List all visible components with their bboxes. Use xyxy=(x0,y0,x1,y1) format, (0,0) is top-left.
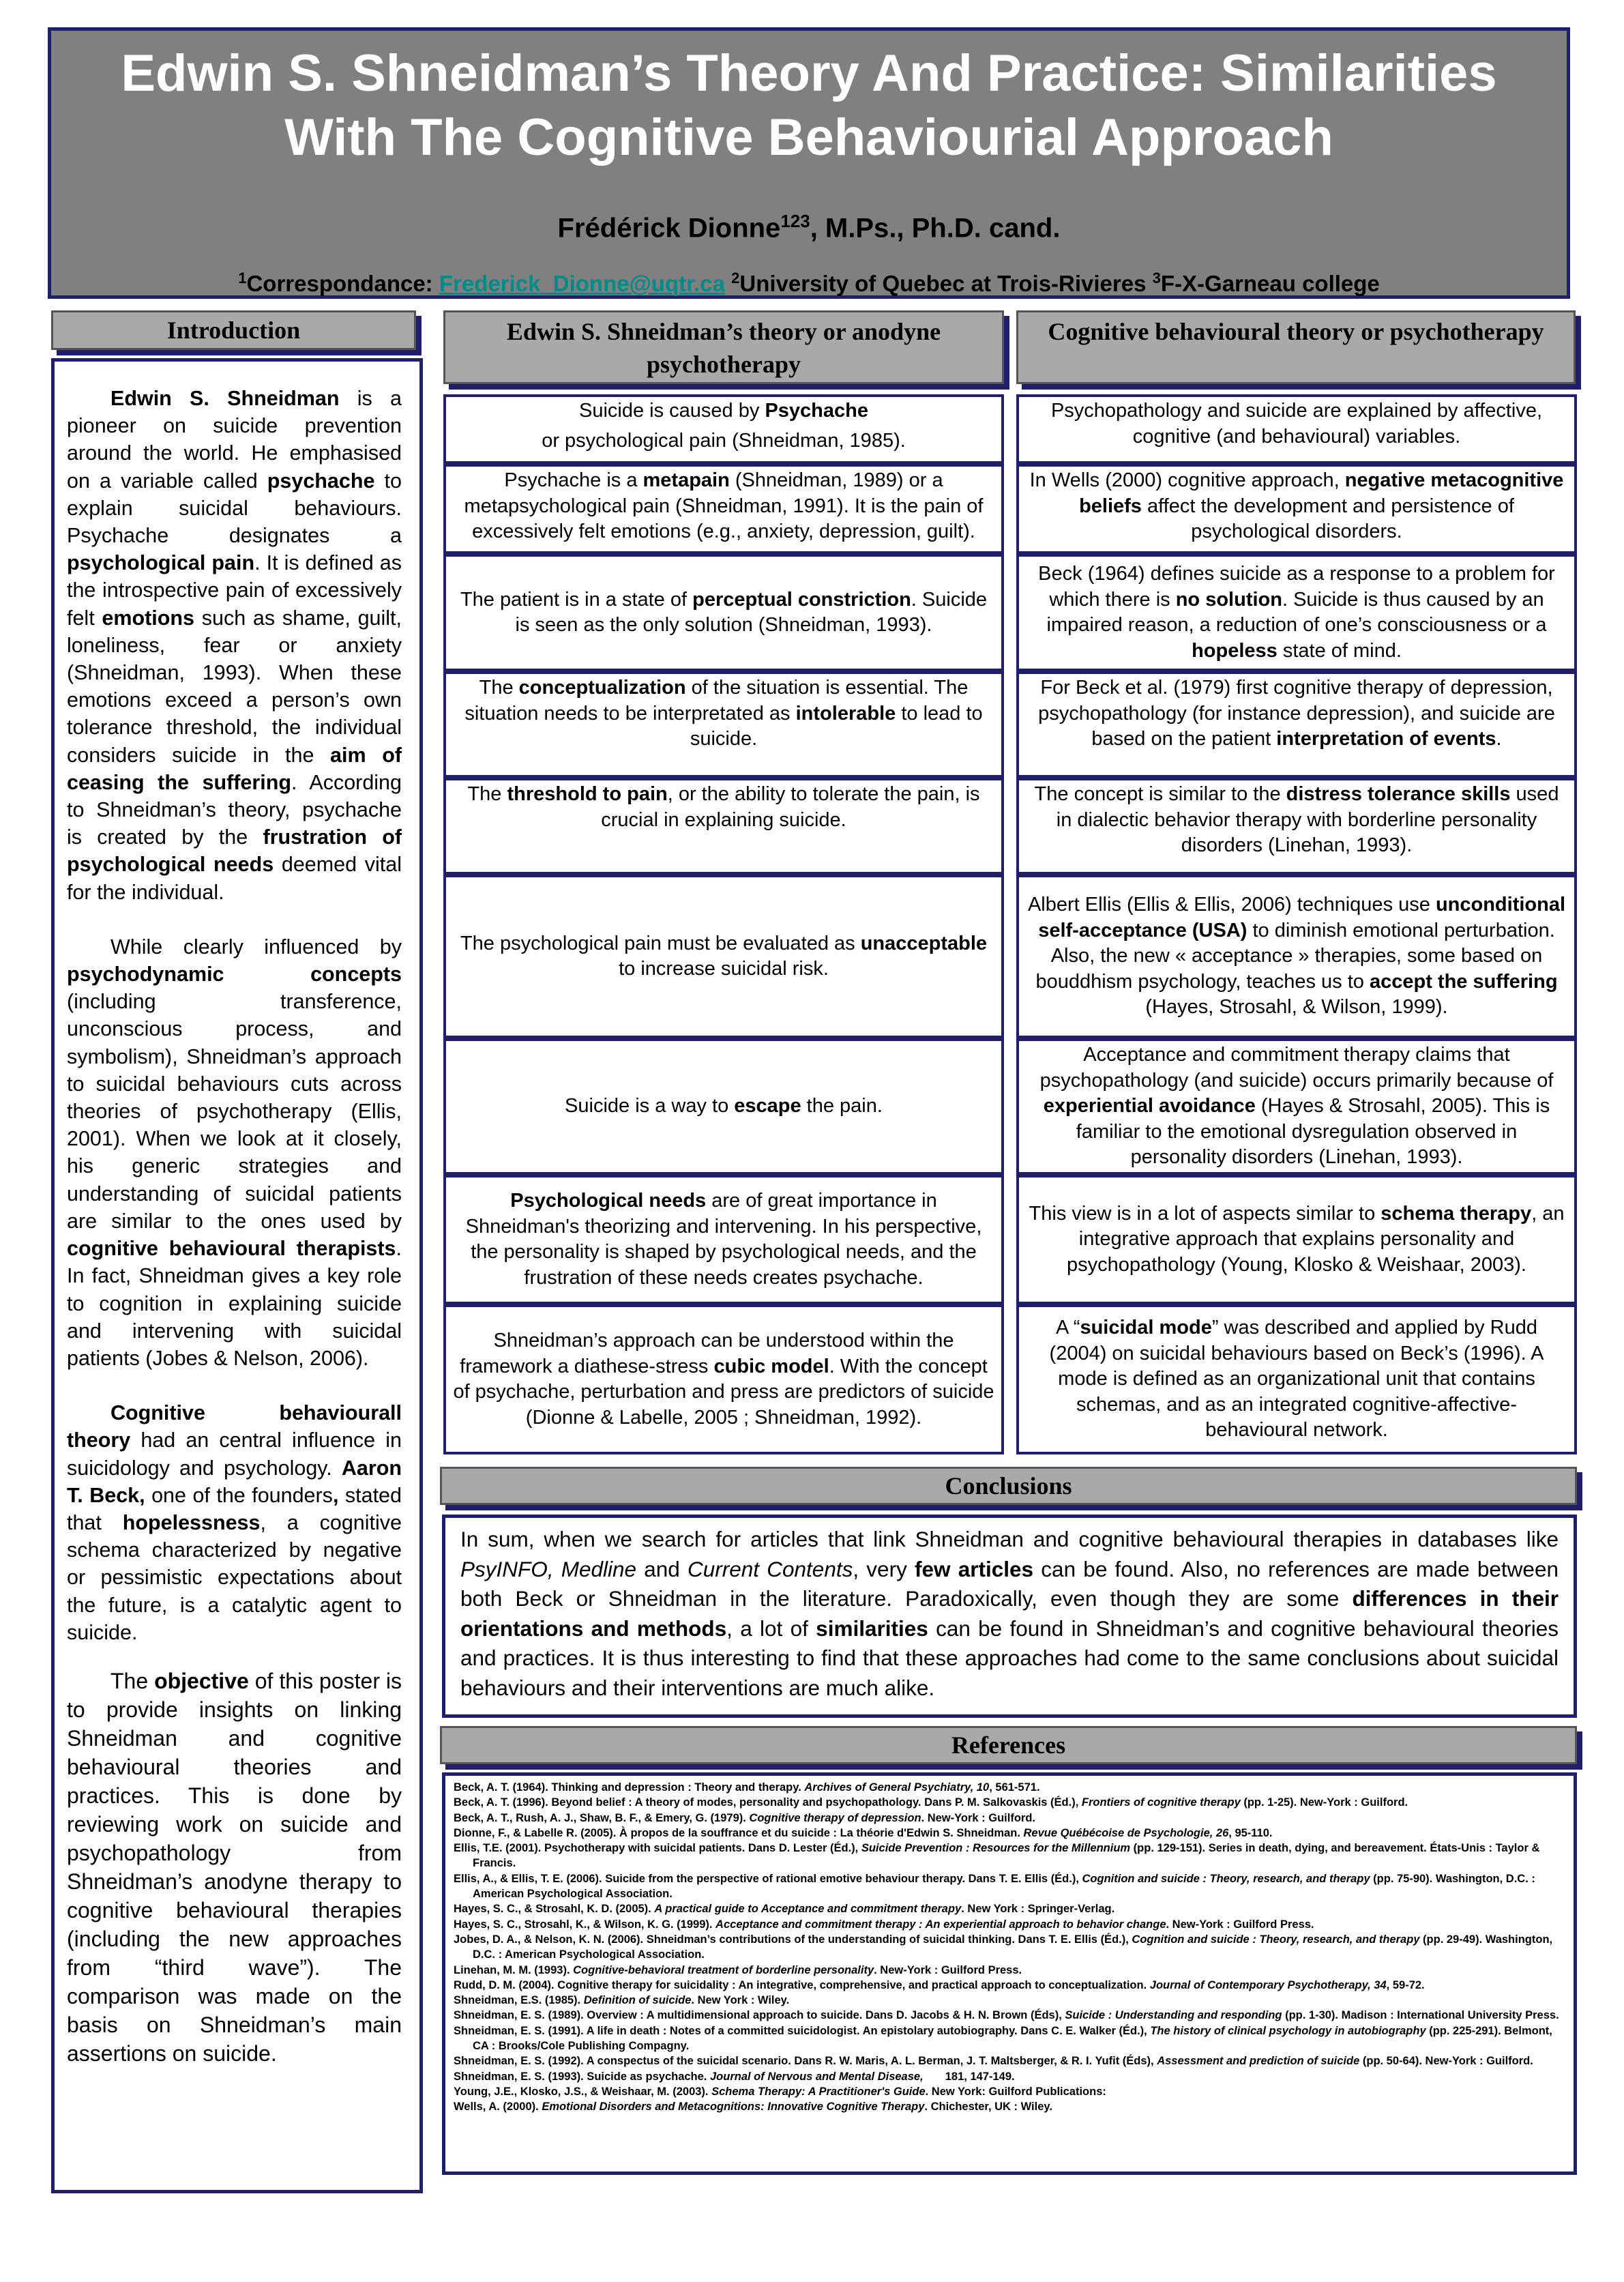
ref-italic: Archives of General Psychiatry, 10 xyxy=(804,1781,990,1794)
concl-text: , very xyxy=(853,1556,915,1581)
cell-text: Beck (1964) defines suicide as a response to a problem for which there is xyxy=(1038,563,1555,611)
ref-italic: Emotional Disorders and Metacognitions: Innovative Cognitive Therapy xyxy=(542,2101,925,2113)
cell-text: are of great importance in Shneidman's theorizing and intervening. In his perspective, the personality is shaped by psychological needs, and the frustration of these needs creates psychache. xyxy=(465,1190,982,1289)
intro-text: , a cognitive schema characterized by negative or pessimistic expectations about the future, is a catalytic agent to suicide. xyxy=(67,1510,402,1644)
author-name: Frédérick Dionne xyxy=(557,213,781,244)
ref-italic: Journal of Contemporary Psychotherapy, 34 xyxy=(1149,1978,1387,1991)
intro-bold: Aaron T. Beck, xyxy=(67,1456,402,1507)
cell-text: (Hayes, Strosahl, & Wilson, 1999). xyxy=(1145,996,1448,1019)
reference-item xyxy=(454,1811,1567,1826)
reference-item xyxy=(454,1871,1567,1902)
ref-italic: Cognition and suicide : Theory, research, and therapy xyxy=(1132,1933,1420,1946)
reference-item xyxy=(454,1826,1567,1841)
ref-italic: Revue Québécoise de Psychologie, 26 xyxy=(1023,1826,1229,1839)
cell-text: the pain. xyxy=(801,1095,883,1117)
concl-bold: differences in their orientations and methods xyxy=(460,1586,1559,1641)
intro-bold: hopelessness xyxy=(122,1510,261,1534)
cell-text: The psychological pain must be evaluated as xyxy=(460,932,861,954)
cell-text: . Suicide is thus caused by an impaired reason, a reduction of one’s consciousness or a xyxy=(1046,588,1547,636)
cbt-column-heading: Cognitive behavioural theory or psychotherapy xyxy=(1016,310,1576,384)
references-heading: References xyxy=(440,1726,1577,1764)
cell-text: or psychological pain (Shneidman, 1985). xyxy=(542,429,906,452)
reference-item xyxy=(454,1932,1567,1963)
intro-text: . It is defined as the introspective pain of excessively felt xyxy=(67,551,402,630)
intro-bold: emotions xyxy=(102,606,194,630)
concl-text: can be found in Shneidman’s and cognitive behavioural theories and practices. It is thus interesting to find that these approaches had come to the same conclusions about suicidal behaviours and their interventions are much alike. xyxy=(460,1615,1559,1700)
cell-text: to lead to suicide. xyxy=(690,702,983,750)
cell-text: Suicide is caused by xyxy=(579,400,765,422)
ref-text: , 95-110. xyxy=(1228,1826,1273,1839)
ref-italic: Suicide Prevention : Resources for the Millennium xyxy=(861,1842,1131,1855)
ref-text: . Chichester, UK : Wiley. xyxy=(924,2101,1052,2113)
cell-bold: no solution xyxy=(1175,588,1282,611)
ref-text: Beck, A. T., Rush, A. J., Shaw, B. F., & Emery, G. (1979). xyxy=(454,1811,750,1824)
cell-bold: Psychache xyxy=(765,400,868,422)
conclusions-heading: Conclusions xyxy=(440,1467,1577,1505)
concl-text: can be found. Also, no references are made between both Beck or Shneidman in the literature. Paradoxically, even though they are some xyxy=(460,1556,1559,1611)
cell-text: Psychopathology and suicide are explained by affective, cognitive (and behavioural) variables. xyxy=(1050,400,1543,448)
ref-italic: The history of clinical psychology in autobiography xyxy=(1150,2024,1426,2037)
cell-bold: conceptualization xyxy=(518,677,686,699)
ref-text: . New York: Guilford Publications: xyxy=(925,2085,1106,2098)
affil-sup-1: 1 xyxy=(238,269,247,287)
reference-item xyxy=(454,1917,1567,1932)
shneidman-column-heading: Edwin S. Shneidman’s theory or anodyne psychotherapy xyxy=(443,310,1004,384)
ref-text: Young, J.E., Klosko, J.S., & Weishaar, M. (2003). xyxy=(454,2085,712,2098)
intro-bold: psychache xyxy=(267,469,375,493)
intro-text: to explain suicidal behaviours. Psychache designates a xyxy=(67,469,402,548)
reference-item xyxy=(454,2084,1567,2099)
cell-text: state of mind. xyxy=(1277,639,1402,662)
cell-text: The patient is in a state of xyxy=(460,588,693,611)
ref-italic: Acceptance and commitment therapy : An experiential approach to behavior change xyxy=(715,1918,1166,1931)
intro-text: (including transference, unconscious process, and symbolism), Shneidman’s approach to suicidal behaviours cuts across theories of psychotherapy (Ellis, 2001). When we look at it closely, his generic strategies and understanding of suicidal patients are similar to the ones used by xyxy=(67,990,402,1233)
ref-text: Linehan, M. M. (1993). xyxy=(454,1963,574,1976)
ref-text: , 59-72. xyxy=(1386,1978,1425,1991)
intro-bold: cognitive behavioural therapists xyxy=(67,1237,396,1261)
shneidman-cell-3 xyxy=(443,554,1004,671)
cell-bold: threshold to pain xyxy=(507,783,668,805)
reference-item xyxy=(454,1901,1567,1916)
cell-bold: Psychological needs xyxy=(510,1190,707,1212)
ref-text: . New-York : Guilford. xyxy=(921,1811,1035,1824)
ref-text: . New York : Springer-Verlag. xyxy=(961,1903,1115,1916)
cell-text: The xyxy=(467,783,507,805)
ref-text: . New York : Wiley. xyxy=(691,1994,790,2007)
cell-text: . xyxy=(1496,728,1502,750)
shneidman-cell-9 xyxy=(443,1304,1004,1454)
ref-italic: Assessment and prediction of suicide xyxy=(1157,2055,1360,2068)
ref-italic: Suicide : Understanding and responding xyxy=(1065,2009,1282,2022)
intro-paragraph-4 xyxy=(67,1667,402,2068)
affiliation-line xyxy=(51,269,1567,297)
ref-text: Beck, A. T. (1964). Thinking and depression : Theory and therapy. xyxy=(454,1781,805,1794)
reference-item xyxy=(454,2099,1567,2114)
ref-text: Beck, A. T. (1996). Beyond belief : A theory of modes, personality and psychopathology. Dans P. M. Salkovaskis (Éd.), xyxy=(454,1796,1082,1809)
author-affil-numbers: 123 xyxy=(780,211,810,231)
college-affiliation: F-X-Garneau college xyxy=(1160,271,1380,297)
ref-text: Hayes, S. C., Strosahl, K., & Wilson, K. G. (1999). xyxy=(454,1918,716,1931)
cell-bold: cubic model xyxy=(713,1355,829,1377)
cbt-cell-2 xyxy=(1016,464,1577,554)
intro-bold: psychodynamic concepts xyxy=(67,963,402,986)
ref-italic: Cognition and suicide : Theory, research, and therapy xyxy=(1082,1872,1370,1885)
cell-text: Psychache is a xyxy=(504,469,643,491)
intro-paragraph-1 xyxy=(67,385,402,906)
intro-bold: , xyxy=(332,1483,339,1507)
ref-text: Ellis, A., & Ellis, T. E. (2006). Suicide from the perspective of rational emotive behaviour therapy. Dans T. E. Ellis (Éd.), xyxy=(454,1872,1082,1885)
cell-bold: suicidal mode xyxy=(1080,1317,1212,1339)
ref-text: (pp. 50-64). New-York : Guilford. xyxy=(1359,2055,1533,2068)
intro-bold: frustration of psychological needs xyxy=(67,825,402,877)
ref-text: Ellis, T.E. (2001). Psychotherapy with suicidal patients. Dans D. Lester (Éd.), xyxy=(454,1842,861,1855)
intro-text: such as shame, guilt, loneliness, fear or anxiety (Shneidman, 1993). When these emotions exceed a person’s own tolerance threshold, the individual considers suicide in the xyxy=(67,606,402,767)
cell-text: A “ xyxy=(1055,1317,1080,1339)
intro-text: . According to Shneidman’s theory, psychache is created by the xyxy=(67,770,402,849)
poster-header xyxy=(48,27,1570,299)
cell-text: (Hayes & Strosahl, 2005). This is familiar to the emotional dysregulation observed in personality disorders (Linehan, 1993). xyxy=(1076,1095,1550,1169)
ref-text: Jobes, D. A., & Nelson, K. N. (2006). Shneidman’s contributions of the understanding of suicidal thinking. Dans T. E. Ellis (Éd.), xyxy=(454,1933,1132,1946)
author-degrees: , M.Ps., Ph.D. cand. xyxy=(810,213,1061,244)
cell-text: . Suicide is seen as the only solution (Shneidman, 1993). xyxy=(515,588,988,636)
affil-sup-3: 3 xyxy=(1152,269,1161,287)
intro-text: The xyxy=(110,1668,155,1693)
cbt-cell-6 xyxy=(1016,875,1577,1038)
shneidman-cell-8 xyxy=(443,1175,1004,1304)
reference-item xyxy=(454,2069,1567,2084)
reference-item xyxy=(454,1993,1567,2008)
ref-italic: A practical guide to Acceptance and commitment therapy xyxy=(654,1903,962,1916)
cell-text: , or the ability to tolerate the pain, is crucial in explaining suicide. xyxy=(601,783,980,831)
cell-bold: unacceptable xyxy=(860,932,988,954)
introduction-box xyxy=(51,358,423,2193)
cell-text: (Shneidman, 1989) or a metapsychological pain (Shneidman, 1991). It is the pain of excessively felt emotions (e.g., anxiety, depression, guilt). xyxy=(464,469,984,542)
concl-text: , a lot of xyxy=(726,1615,816,1641)
cell-bold: metapain xyxy=(643,469,730,491)
cell-text: Albert Ellis (Ellis & Ellis, 2006) techniques use xyxy=(1027,894,1436,916)
cell-text: The concept is similar to the xyxy=(1034,783,1286,805)
ref-text: Shneidman, E. S. (1992). A conspectus of the suicidal scenario. Dans R. W. Maris, A. L. Berman, J. T. Maltsberger, & R. I. Yufit (Éds), xyxy=(454,2055,1157,2068)
ref-text: (pp. 1-30). Madison : International University Press. xyxy=(1282,2009,1559,2022)
email-link[interactable]: Frederick_Dionne@uqtr.ca xyxy=(439,271,725,297)
ref-text: 181, 147-149. xyxy=(923,2070,1015,2083)
intro-text: stated that xyxy=(67,1483,402,1534)
cell-bold: perceptual constriction xyxy=(692,588,911,611)
concl-bold: similarities xyxy=(816,1615,928,1641)
cell-bold: accept the suffering xyxy=(1369,970,1558,993)
ref-text: Hayes, S. C., & Strosahl, K. D. (2005). xyxy=(454,1903,655,1916)
cbt-cell-7 xyxy=(1016,1038,1577,1175)
shneidman-cell-2 xyxy=(443,464,1004,554)
intro-text: is a pioneer on suicide prevention around the world. He emphasised on a variable called xyxy=(67,387,402,493)
cell-text: The xyxy=(479,677,519,699)
intro-bold: psychological pain xyxy=(67,551,255,575)
cell-text: . With the concept of psychache, perturbation and press are predictors of suicide (Dionne & Labelle, 2005 ; Shneidman, 1992). xyxy=(453,1355,994,1429)
cell-text: affect the development and persistence of psychological disorders. xyxy=(1141,495,1514,542)
cell-text: , an integrative approach that explains personality and psychopathology (Young, Klosko & Weishaar, 2003). xyxy=(1067,1202,1565,1276)
cell-bold: hopeless xyxy=(1192,639,1278,662)
ref-text: (pp. 29-49). Washington, D.C. : American Psychological Association. xyxy=(473,1933,1553,1961)
intro-text: of this poster is to provide insights on linking Shneidman and cognitive behavioural theories and practices. This is done by reviewing work on suicide and psychopathology from Shneidman’s anodyne therapy to cognitive behavioural therapies (including the new approaches from “third wave”). The comparison was made on the basis on Shneidman’s main assertions on suicide. xyxy=(67,1668,402,2066)
shneidman-cell-7 xyxy=(443,1038,1004,1175)
ref-text: (pp. 1-25). New-York : Guilford. xyxy=(1240,1796,1408,1809)
ref-text: Wells, A. (2000). xyxy=(454,2101,542,2113)
ref-text: (pp. 129-151). Series in death, dying, and bereavement. États-Unis : Taylor & Francis. xyxy=(473,1842,1540,1870)
cell-text: Acceptance and commitment therapy claims that psychopathology (and suicide) occurs primarily because of xyxy=(1039,1044,1554,1092)
reference-item xyxy=(454,1795,1567,1810)
cell-text: to increase suicidal risk. xyxy=(619,958,829,980)
ref-text: Shneidman, E.S. (1985). xyxy=(454,1994,584,2007)
cbt-cell-4 xyxy=(1016,671,1577,778)
cell-bold: interpretation of events xyxy=(1276,728,1496,750)
cell-text: used in dialectic behavior therapy with borderline personality disorders (Linehan, 1993). xyxy=(1056,783,1559,856)
shneidman-cell-5 xyxy=(443,778,1004,875)
intro-text: one of the founders xyxy=(145,1483,333,1507)
intro-bold: aim of ceasing the suffering xyxy=(67,743,402,794)
intro-bold: Cognitive behaviourall theory xyxy=(67,1401,402,1452)
concl-italic: Current Contents xyxy=(688,1556,853,1581)
reference-item xyxy=(454,1780,1567,1795)
intro-text: deemed vital for the individual. xyxy=(67,853,402,904)
cell-bold: escape xyxy=(734,1095,801,1117)
title-line-2: With The Cognitive Behaviourial Approach xyxy=(284,108,1333,166)
ref-text: Shneidman, E. S. (1991). A life in death : Notes of a committed suicidologist. An epistolary autobiography. Dans C. E. Walker (Éd.), xyxy=(454,2024,1151,2037)
ref-text: . New-York : Guilford Press. xyxy=(1166,1918,1314,1931)
poster-title xyxy=(51,42,1567,170)
ref-italic: Definition of suicide xyxy=(583,1994,692,2007)
cell-text: ” was described and applied by Rudd (2004) on suicidal behaviours based on Beck’s (1996). A mode is defined as an organizational unit that contains schemas, and as an integrated cognitive-affective-behavioural network. xyxy=(1049,1317,1544,1442)
cell-text: to diminish emotional perturbation. Also, the new « acceptance » therapies, some based on bouddhism psychology, teaches us to xyxy=(1035,919,1555,993)
conclusions-paragraph xyxy=(460,1525,1559,1703)
ref-italic: Journal of Nervous and Mental Disease, xyxy=(709,2070,924,2083)
cell-text: For Beck et al. (1979) first cognitive therapy of depression, psychopathology (for instance depression), and suicide are based on the patient xyxy=(1038,677,1555,750)
ref-text: . New-York : Guilford Press. xyxy=(874,1963,1022,1976)
cbt-cell-8 xyxy=(1016,1175,1577,1304)
reference-item xyxy=(454,1963,1567,1978)
university-affiliation: University of Quebec at Trois-Rivieres xyxy=(739,271,1153,297)
cell-text: In Wells (2000) cognitive approach, xyxy=(1029,469,1345,491)
cell-bold: intolerable xyxy=(795,702,896,725)
intro-bold: Edwin S. Shneidman xyxy=(110,387,340,410)
reference-item xyxy=(454,1841,1567,1871)
intro-text: had an central influence in suicidology and psychology. xyxy=(67,1429,402,1480)
concl-bold: few articles xyxy=(915,1556,1034,1581)
cell-text: This view is in a lot of aspects similar to xyxy=(1029,1202,1381,1225)
ref-text: Rudd, D. M. (2004). Cognitive therapy for suicidality : An integrative, comprehensive, and practical approach to conceptualization. xyxy=(454,1978,1150,1991)
cbt-cell-9 xyxy=(1016,1304,1577,1454)
intro-bold: objective xyxy=(154,1668,249,1693)
affil-sup-2: 2 xyxy=(731,269,740,287)
ref-text: (pp. 225-291). Belmont, CA : Brooks/Cole Publishing Compagny. xyxy=(473,2024,1552,2053)
ref-text: Shneidman, E. S. (1989). Overview : A multidimensional approach to suicide. Dans D. Jacobs & H. N. Brown (Éds), xyxy=(454,2009,1065,2022)
ref-italic: Cognitive therapy of depression xyxy=(749,1811,921,1824)
cell-text: Suicide is a way to xyxy=(565,1095,735,1117)
reference-item xyxy=(454,1978,1567,1993)
reference-item xyxy=(454,2008,1567,2023)
concl-text: In sum, when we search for articles that link Shneidman and cognitive behavioural therapies in databases like xyxy=(460,1527,1559,1551)
conclusions-box xyxy=(442,1515,1577,1718)
reference-item xyxy=(454,2023,1567,2054)
introduction-heading: Introduction xyxy=(51,310,416,350)
intro-paragraph-3 xyxy=(67,1399,402,1646)
ref-text: Dionne, F., & Labelle R. (2005). À propos de la souffrance et du suicide : La théorie d'Edwin S. Shneidman. xyxy=(454,1826,1024,1839)
cbt-cell-5 xyxy=(1016,778,1577,875)
cell-bold: experiential avoidance xyxy=(1043,1095,1256,1117)
concl-text: and xyxy=(636,1556,688,1581)
shneidman-cell-4 xyxy=(443,671,1004,778)
cell-bold: schema therapy xyxy=(1381,1202,1532,1225)
intro-text: While clearly influenced by xyxy=(110,935,402,959)
ref-text: Shneidman, E. S. (1993). Suicide as psychache. xyxy=(454,2070,710,2083)
ref-italic: Cognitive-behavioral treatment of borderline personality xyxy=(573,1963,874,1976)
reference-item xyxy=(454,2053,1567,2068)
ref-italic: Frontiers of cognitive therapy xyxy=(1081,1796,1241,1809)
intro-paragraph-2 xyxy=(67,933,402,1372)
intro-text: . In fact, Shneidman gives a key role to cognition in explaining suicide and intervening with suicidal patients (Jobes & Nelson, 2006). xyxy=(67,1237,402,1370)
ref-italic: Schema Therapy: A Practitioner's Guide xyxy=(711,2085,926,2098)
cell-text: of the situation is essential. The situation needs to be interpretated as xyxy=(464,677,969,725)
author-line xyxy=(51,211,1567,244)
ref-text: , 561-571. xyxy=(989,1781,1040,1794)
cell-bold: negative metacognitive beliefs xyxy=(1079,469,1564,517)
correspondance-label: Correspondance: xyxy=(246,271,439,297)
shneidman-cell-6 xyxy=(443,875,1004,1038)
concl-italic: PsyINFO, Medline xyxy=(460,1556,637,1581)
cell-bold: distress tolerance skills xyxy=(1286,783,1511,805)
references-box xyxy=(442,1772,1577,2175)
cbt-cell-1 xyxy=(1016,394,1577,464)
title-line-1: Edwin S. Shneidman’s Theory And Practice: Similarities xyxy=(121,44,1497,102)
cell-text: Shneidman’s approach can be understood within the framework a diathese-stress xyxy=(460,1330,954,1377)
ref-text: (pp. 75-90). Washington, D.C. : American Psychological Association. xyxy=(473,1872,1535,1901)
cell-bold: unconditional self-acceptance (USA) xyxy=(1038,894,1566,941)
shneidman-cell-1 xyxy=(443,394,1004,464)
cbt-cell-3 xyxy=(1016,554,1577,671)
